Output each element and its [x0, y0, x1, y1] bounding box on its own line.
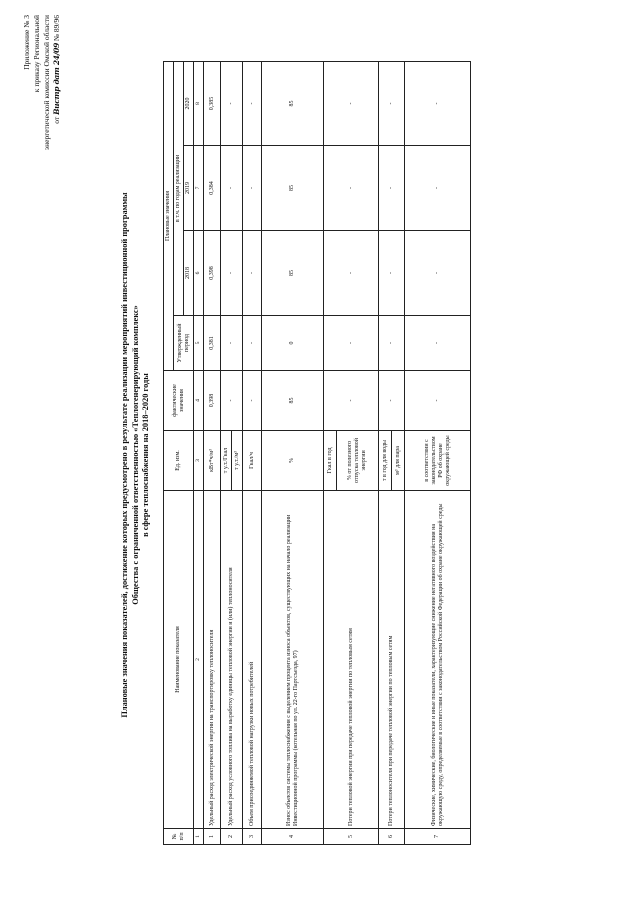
col-number: 6: [194, 231, 204, 316]
row-approved: -: [221, 316, 243, 371]
row-2018: 85: [262, 231, 324, 316]
row-2018: -: [405, 231, 471, 316]
appendix-order-number: № 89/96: [52, 15, 61, 42]
title-line-1: Плановые значения показателей, достижение которых предусмотрено в результате реализации мероприятий инвестиционной программы: [120, 192, 129, 718]
row-2020: 0,385: [204, 61, 221, 145]
row-unit: Гкал/ч: [243, 431, 262, 491]
row-2018: 0,398: [204, 231, 221, 316]
row-fact: 0,398: [204, 371, 221, 431]
row-unit: Гкал в год: [324, 431, 337, 491]
row-fact: -: [324, 371, 379, 431]
table-row: [379, 61, 392, 844]
header-name: Наименование показателя: [164, 491, 194, 829]
row-num: 3: [243, 829, 262, 845]
table-row: [405, 61, 471, 844]
row-name: Физические, химические, биологические и иные показатели, характеризующие снижение негативного воздействия на окружающую среду, определяемые в соответствии с законодательством Российской Федерации об охране окружающей среды: [405, 491, 471, 829]
row-2020: -: [243, 61, 262, 145]
row-unit: т у.т./м³: [232, 431, 243, 491]
row-name: Потери тепловой энергии при передаче тепловой энергии по тепловым сетям: [324, 491, 379, 829]
row-2020: 85: [262, 61, 324, 145]
table-row: [262, 61, 324, 844]
row-2020: -: [379, 61, 405, 145]
row-fact: -: [379, 371, 405, 431]
row-approved: -: [243, 316, 262, 371]
row-unit: м³ для пара: [392, 431, 405, 491]
row-2018: -: [379, 231, 405, 316]
header-plan-sub: в т.ч. по годам реализации: [174, 61, 184, 315]
row-2019: -: [243, 146, 262, 231]
row-2020: -: [405, 61, 471, 145]
row-approved: -: [379, 316, 405, 371]
appendix-line-2: к приказу Региональной: [32, 15, 41, 93]
row-approved: -: [324, 316, 379, 371]
row-unit: %: [262, 431, 324, 491]
appendix-date-prefix: от: [52, 116, 61, 124]
header-plan-group: Плановые значения: [164, 61, 174, 370]
row-fact: -: [221, 371, 243, 431]
title-line-2: Общества с ограниченной ответственностью «Теплогенерирующий комплекс»: [130, 305, 140, 605]
row-num: 4: [262, 829, 324, 845]
indicators-table: [163, 61, 471, 845]
row-name: Объем присоединяемой тепловой нагрузки новых потребителей: [243, 491, 262, 829]
row-name: Потери теплоносителя при передаче тепловой энергии по тепловым сетям: [379, 491, 405, 829]
row-2018: -: [324, 231, 379, 316]
row-2019: 85: [262, 146, 324, 231]
appendix-line-1: Приложение № 3: [22, 15, 31, 70]
title-line-3: в сфере теплоснабжения на 2018–2020 годы: [141, 373, 150, 537]
column-number-row: [194, 61, 204, 844]
row-approved: -: [405, 316, 471, 371]
row-unit: кВт*ч/м³: [204, 431, 221, 491]
row-num: 6: [379, 829, 405, 845]
col-number: 1: [194, 829, 204, 845]
row-unit: % от полезного отпуска тепловой энергии: [337, 431, 379, 491]
row-name: Удельный расход электрической энергии на транспортировку теплоносителя: [204, 491, 221, 829]
col-number: 3: [194, 431, 204, 491]
table-row: [324, 61, 337, 844]
table-row: [204, 61, 221, 844]
handwritten-date-signature: Вистр дат 24/09: [52, 43, 61, 115]
header-fact: фактические значения: [164, 371, 194, 431]
table-row: [243, 61, 262, 844]
col-number: 8: [194, 61, 204, 145]
row-unit: т в год для воды: [379, 431, 392, 491]
row-approved: 0: [262, 316, 324, 371]
document-title: [120, 85, 152, 825]
row-2019: -: [221, 146, 243, 231]
col-number: 7: [194, 146, 204, 231]
header-year-2020: 2020: [184, 61, 194, 145]
row-2020: -: [221, 61, 243, 145]
row-2019: 0,384: [204, 146, 221, 231]
appendix-block: [22, 15, 62, 205]
appendix-line-4: [52, 15, 62, 205]
row-num: 5: [324, 829, 379, 845]
row-num: 7: [405, 829, 471, 845]
header-year-2018: 2018: [184, 231, 194, 316]
row-approved: 0,381: [204, 316, 221, 371]
row-num: 1: [204, 829, 221, 845]
col-number: 2: [194, 491, 204, 829]
row-fact: -: [243, 371, 262, 431]
header-year-2019: 2019: [184, 146, 194, 231]
row-2018: -: [221, 231, 243, 316]
row-name: Удельный расход условного топлива на выработку единицы тепловой энергии и (или) теплоносителя: [221, 491, 243, 829]
row-2020: -: [324, 61, 379, 145]
header-row-1: [164, 61, 174, 844]
appendix-line-3: энергетической комиссии Омской области: [42, 15, 51, 151]
row-name: Износ объектов системы теплоснабжения с выделением процента износа объектов, существующих на начало реализации Инвестиционной программы (котельная по ул. 22-го Партсъезда, 97): [262, 491, 324, 829]
header-approved: Утвержденный период: [174, 316, 194, 371]
row-2019: -: [405, 146, 471, 231]
row-fact: 85: [262, 371, 324, 431]
row-fact: -: [405, 371, 471, 431]
table-row: [221, 61, 232, 844]
col-number: 4: [194, 371, 204, 431]
row-2019: -: [324, 146, 379, 231]
header-unit: Ед. изм.: [164, 431, 194, 491]
header-num: № п/п: [164, 829, 194, 845]
row-2019: -: [379, 146, 405, 231]
row-2018: -: [243, 231, 262, 316]
col-number: 5: [194, 316, 204, 371]
row-unit: в соответствии с законодательством РФ об охране окружающей среды: [405, 431, 471, 491]
row-unit: т у.т./Гкал: [221, 431, 232, 491]
row-num: 2: [221, 829, 243, 845]
